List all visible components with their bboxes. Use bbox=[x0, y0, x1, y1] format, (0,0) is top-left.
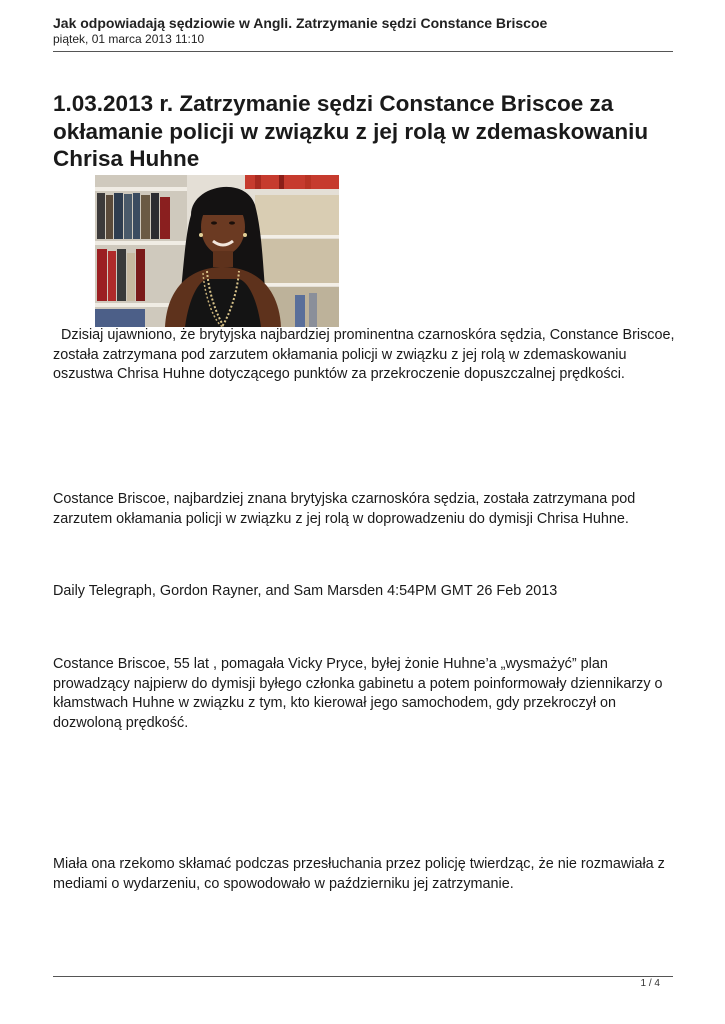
document-header bbox=[53, 14, 673, 47]
paragraph-4: Costance Briscoe, 55 lat , pomagała Vicky Pryce, byłej żonie Huhne’a „wysmażyć” plan prowadzący najpierw do dymisji byłego członka gabinetu a potem poinformowały dziennikarzy o kłamstwach Huhne w związku z tym, kto kierował jego samochodem, gdy przekroczył on dozwoloną prędkość. bbox=[53, 656, 663, 731]
paragraph-5: Miała ona rzekomo skłamać podczas przesłuchania przez policję twierdząc, że nie rozmawiała z mediami o wydarzeniu, co spowodowało w październiku jej zatrzymanie. bbox=[53, 856, 665, 892]
article-title: 1.03.2013 r. Zatrzymanie sędzi Constance Briscoe za okłamanie policji w związku z jej rolą w zdemaskowaniu Chrisa Huhne bbox=[53, 91, 649, 171]
header-date: piątek, 01 marca 2013 11:10 bbox=[53, 32, 205, 46]
paragraph-1: Dzisiaj ujawniono, że brytyjska najbardziej prominentna czarnoskóra sędzia, Constance Briscoe, została zatrzymana pod zarzutem okłamania policji w związku z jej rolą w zdemaskowaniu oszustwa Chrisa Huhne dotyczącego punktów za przekroczenie dopuszczalnej prędkości. bbox=[53, 327, 675, 382]
article-photo bbox=[95, 175, 339, 327]
header-title: Jak odpowiadają sędziowie w Angli. Zatrzymanie sędzi Constance Briscoe bbox=[53, 15, 548, 31]
header-divider bbox=[53, 51, 673, 52]
paragraph-2: Costance Briscoe, najbardziej znana brytyjska czarnoskóra sędzia, została zatrzymana pod zarzutem okłamania policji w związku z jej rolą w doprowadzeniu do dymisji Chrisa Huhne. bbox=[53, 491, 636, 527]
footer-divider bbox=[53, 976, 673, 977]
paragraph-source: Daily Telegraph, Gordon Rayner, and Sam Marsden 4:54PM GMT 26 Feb 2013 bbox=[53, 583, 558, 599]
page-number: 1 / 4 bbox=[640, 978, 660, 989]
